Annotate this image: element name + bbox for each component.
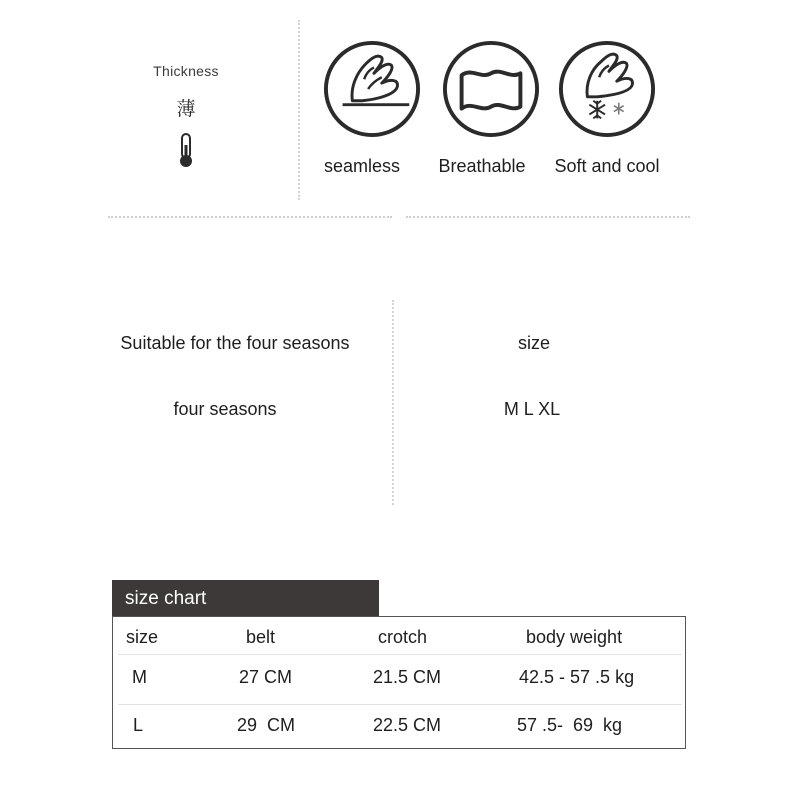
seamless-hand-icon (323, 40, 421, 138)
table-cell-l-weight: 57 .5- 69 kg (517, 715, 623, 735)
thickness-label: Thickness (153, 63, 219, 79)
feature-label-breathable: Breathable (438, 156, 526, 176)
season-value: four seasons (173, 399, 277, 419)
table-cell-m-crotch: 21.5 CM (373, 667, 442, 687)
divider-horizontal-right (406, 216, 690, 218)
column-header-belt: belt (246, 627, 276, 647)
table-cell-m-weight: 42.5 - 57 .5 kg (519, 667, 635, 687)
table-cell-l-size: L (133, 715, 144, 735)
season-heading: Suitable for the four seasons (120, 333, 350, 353)
breathable-fabric-icon (442, 40, 540, 138)
divider-horizontal-left (108, 216, 392, 218)
feature-label-seamless: seamless (323, 156, 401, 176)
size-chart-title: size chart (112, 580, 379, 617)
row-divider (118, 704, 682, 705)
cool-hand-snowflake-icon (558, 40, 656, 138)
table-cell-m-size: M (132, 667, 147, 687)
column-header-size: size (126, 627, 159, 647)
table-cell-m-belt: 27 CM (239, 667, 293, 687)
size-value: M L XL (503, 399, 561, 419)
table-cell-l-belt: 29 CM (237, 715, 296, 735)
thickness-value: 薄 (176, 98, 196, 120)
size-heading: size (517, 333, 550, 353)
divider-vertical-middle (392, 300, 394, 505)
table-cell-l-crotch: 22.5 CM (373, 715, 442, 735)
column-header-body-weight: body weight (526, 627, 623, 647)
thermometer-icon (176, 133, 196, 169)
feature-label-soft-cool: Soft and cool (554, 156, 660, 176)
column-header-crotch: crotch (378, 627, 428, 647)
row-divider (118, 654, 682, 655)
